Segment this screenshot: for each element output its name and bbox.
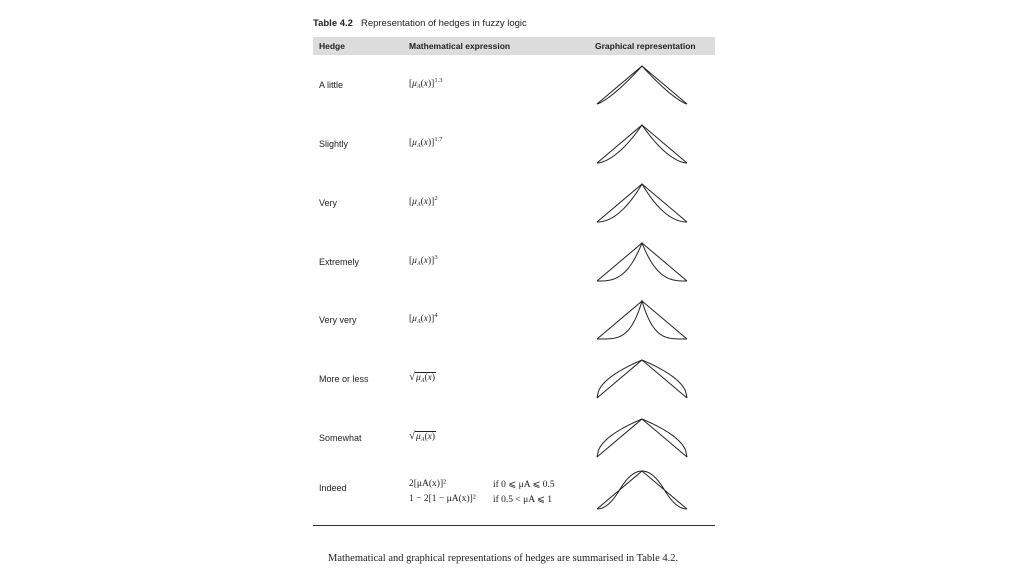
expression: $[\mu_A(x)]^{1.3}$: [409, 77, 443, 91]
hedge-label: Slightly: [319, 139, 349, 149]
column-header-expression: Mathematical expression: [409, 41, 511, 51]
hedge-graph: [595, 297, 695, 343]
indeed-condition-2: if 0.5 < μA ⩽ 1: [493, 495, 553, 505]
base-triangle: [597, 184, 687, 222]
hedge-curve: [597, 125, 687, 163]
hedge-curve: [597, 243, 687, 281]
table-header: [313, 37, 715, 55]
hedge-label: Extremely: [319, 257, 360, 267]
hedge-curve: [597, 184, 687, 222]
table-row: [313, 121, 715, 179]
exponent: 4: [434, 312, 438, 319]
hedge-graph: [595, 239, 695, 285]
column-header-hedge: Hedge: [319, 41, 345, 51]
expression: $√\mu_A(x)$: [409, 371, 436, 384]
hedge-curve: [597, 66, 687, 104]
hedge-graph: [595, 62, 695, 108]
hedge-curve: [597, 471, 687, 509]
hedge-label: A little: [319, 80, 344, 90]
table-row: [313, 62, 715, 120]
expression: $[\mu_A(x)]^2$: [409, 195, 438, 209]
table-title: Representation of hedges in fuzzy logic: [360, 18, 527, 29]
hedge-curve: [597, 419, 687, 457]
hedge-graph: [595, 121, 695, 167]
base-triangle: [597, 301, 687, 339]
hedge-curve: [597, 301, 687, 339]
base-triangle: [597, 243, 687, 281]
indeed-formula-2: 1 − 2[1 − μA(x)]²: [409, 494, 476, 504]
indeed-condition-1: if 0 ⩽ μA ⩽ 0.5: [493, 480, 555, 490]
column-header-graphical: Graphical representation: [595, 41, 696, 51]
hedge-label: Very: [319, 198, 338, 208]
table-row: [313, 239, 715, 297]
base-triangle: [597, 419, 687, 457]
table-caption: [313, 18, 527, 29]
hedge-label: More or less: [319, 374, 369, 384]
table-row: [313, 180, 715, 238]
hedge-graph: [595, 356, 695, 402]
table-row: [313, 297, 715, 355]
body-paragraph: Mathematical and graphical representations of hedges are summarised in Table 4.2.: [328, 552, 679, 564]
expression: $√\mu_A(x)$: [409, 430, 436, 443]
hedge-curve: [597, 360, 687, 398]
base-triangle: [597, 66, 687, 104]
indeed-expression: [409, 479, 569, 509]
expression: $[\mu_A(x)]^{1.7}$: [409, 136, 443, 150]
table-number: Table 4.2: [313, 18, 353, 29]
table-bottom-rule: [313, 525, 715, 526]
exponent: 1.3: [434, 77, 443, 84]
base-triangle: [597, 360, 687, 398]
hedge-label: Indeed: [319, 483, 347, 493]
base-triangle: [597, 471, 687, 509]
table-row: [313, 467, 715, 525]
expression: $[\mu_A(x)]^3$: [409, 254, 438, 268]
hedge-graph: [595, 467, 695, 513]
table-row: [313, 356, 715, 414]
hedge-label: Very very: [319, 315, 357, 325]
table-row: [313, 415, 715, 473]
hedge-graph: [595, 180, 695, 226]
hedge-label: Somewhat: [319, 433, 362, 443]
expression: $[\mu_A(x)]^4$: [409, 312, 438, 326]
indeed-formula-1: 2[μA(x)]²: [409, 479, 446, 489]
exponent: 3: [434, 254, 438, 261]
exponent: 1.7: [434, 136, 443, 143]
hedge-graph: [595, 415, 695, 461]
base-triangle: [597, 125, 687, 163]
exponent: 2: [434, 195, 438, 202]
